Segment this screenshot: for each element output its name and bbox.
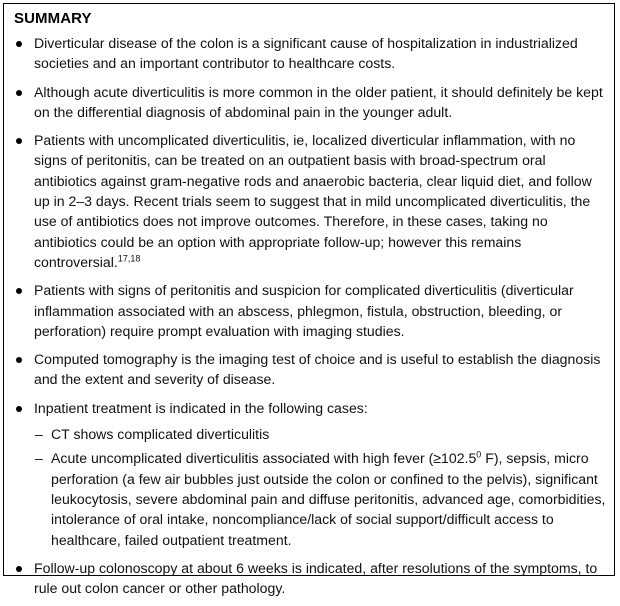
summary-title: SUMMARY — [14, 10, 92, 27]
sub-item-text-after: F), sepsis, micro perforation (a few air bubbles just outside the colon or confined to the pelvis), significant leukocytosis, severe abdominal pain and diffuse peritonitis, advanced age, comorbidities, intolerance of oral intake, noncompliance/lack of social support/difficult access to healthcare, failed outpatient treatment. — [51, 450, 606, 548]
sub-list-item — [4, 448, 616, 549]
degree-superscript: 0 — [476, 449, 482, 460]
reference-superscript: 17,18 — [117, 253, 141, 264]
bullet-icon — [16, 288, 22, 294]
list-item — [4, 33, 616, 74]
item-text: Although acute diverticulitis is more common in the older patient, it should definitely be kept on the differential diagnosis of abdominal pain in the younger adult. — [34, 83, 603, 120]
item-text: Computed tomography is the imaging test of choice and is useful to establish the diagnosis and the extent and severity of disease. — [34, 351, 601, 388]
sub-list-item — [4, 424, 616, 444]
item-text: Inpatient treatment is indicated in the following cases: — [34, 399, 368, 416]
item-text: Patients with signs of peritonitis and suspicion for complicated diverticulitis (diverticular inflammation associated with an abscess, phlegmon, fistula, obstruction, bleeding, or perforation) require prompt evaluation with imaging studies. — [34, 282, 574, 339]
item-text: Patients with uncomplicated diverticulitis, ie, localized diverticular inflammation, with no signs of peritonitis, can be treated on an outpatient basis with broad-spectrum oral antibiotics against gram-negative rods and anaerobic bacteria, clear liquid diet, and follow up in 2–3 days. Recent trials seem to suggest that in mild uncomplicated diverticulitis, the use of antibiotics does not improve outcomes. Therefore, in these cases, taking no antibiotics could be an option with appropriate follow-up; however this remains controversial. — [34, 132, 592, 270]
bullet-icon — [16, 138, 22, 144]
list-item — [4, 398, 616, 418]
summary-box — [3, 3, 615, 597]
bullet-icon — [16, 357, 22, 363]
list-item — [4, 82, 616, 123]
dash-marker: – — [35, 450, 43, 467]
item-text: Diverticular disease of the colon is a significant cause of hospitalization in industrialized societies and an important contributor to healthcare costs. — [34, 35, 578, 72]
bullet-icon — [16, 90, 22, 96]
item-text: Follow-up colonoscopy at about 6 weeks is indicated, after resolutions of the symptoms, to rule out colon cancer or other pathology. — [34, 559, 598, 597]
sub-item-text: CT shows complicated diverticulitis — [51, 426, 270, 443]
bullet-icon — [16, 41, 22, 47]
bullet-icon — [16, 566, 22, 572]
sub-item-text-before: Acute uncomplicated diverticulitis associated with high fever (≥102.5 — [51, 450, 477, 467]
summary-list — [4, 33, 616, 606]
list-item — [4, 130, 616, 272]
list-item — [4, 558, 616, 599]
list-item — [4, 280, 616, 341]
list-item — [4, 349, 616, 390]
bullet-icon — [16, 406, 22, 412]
dash-marker: – — [35, 426, 43, 443]
